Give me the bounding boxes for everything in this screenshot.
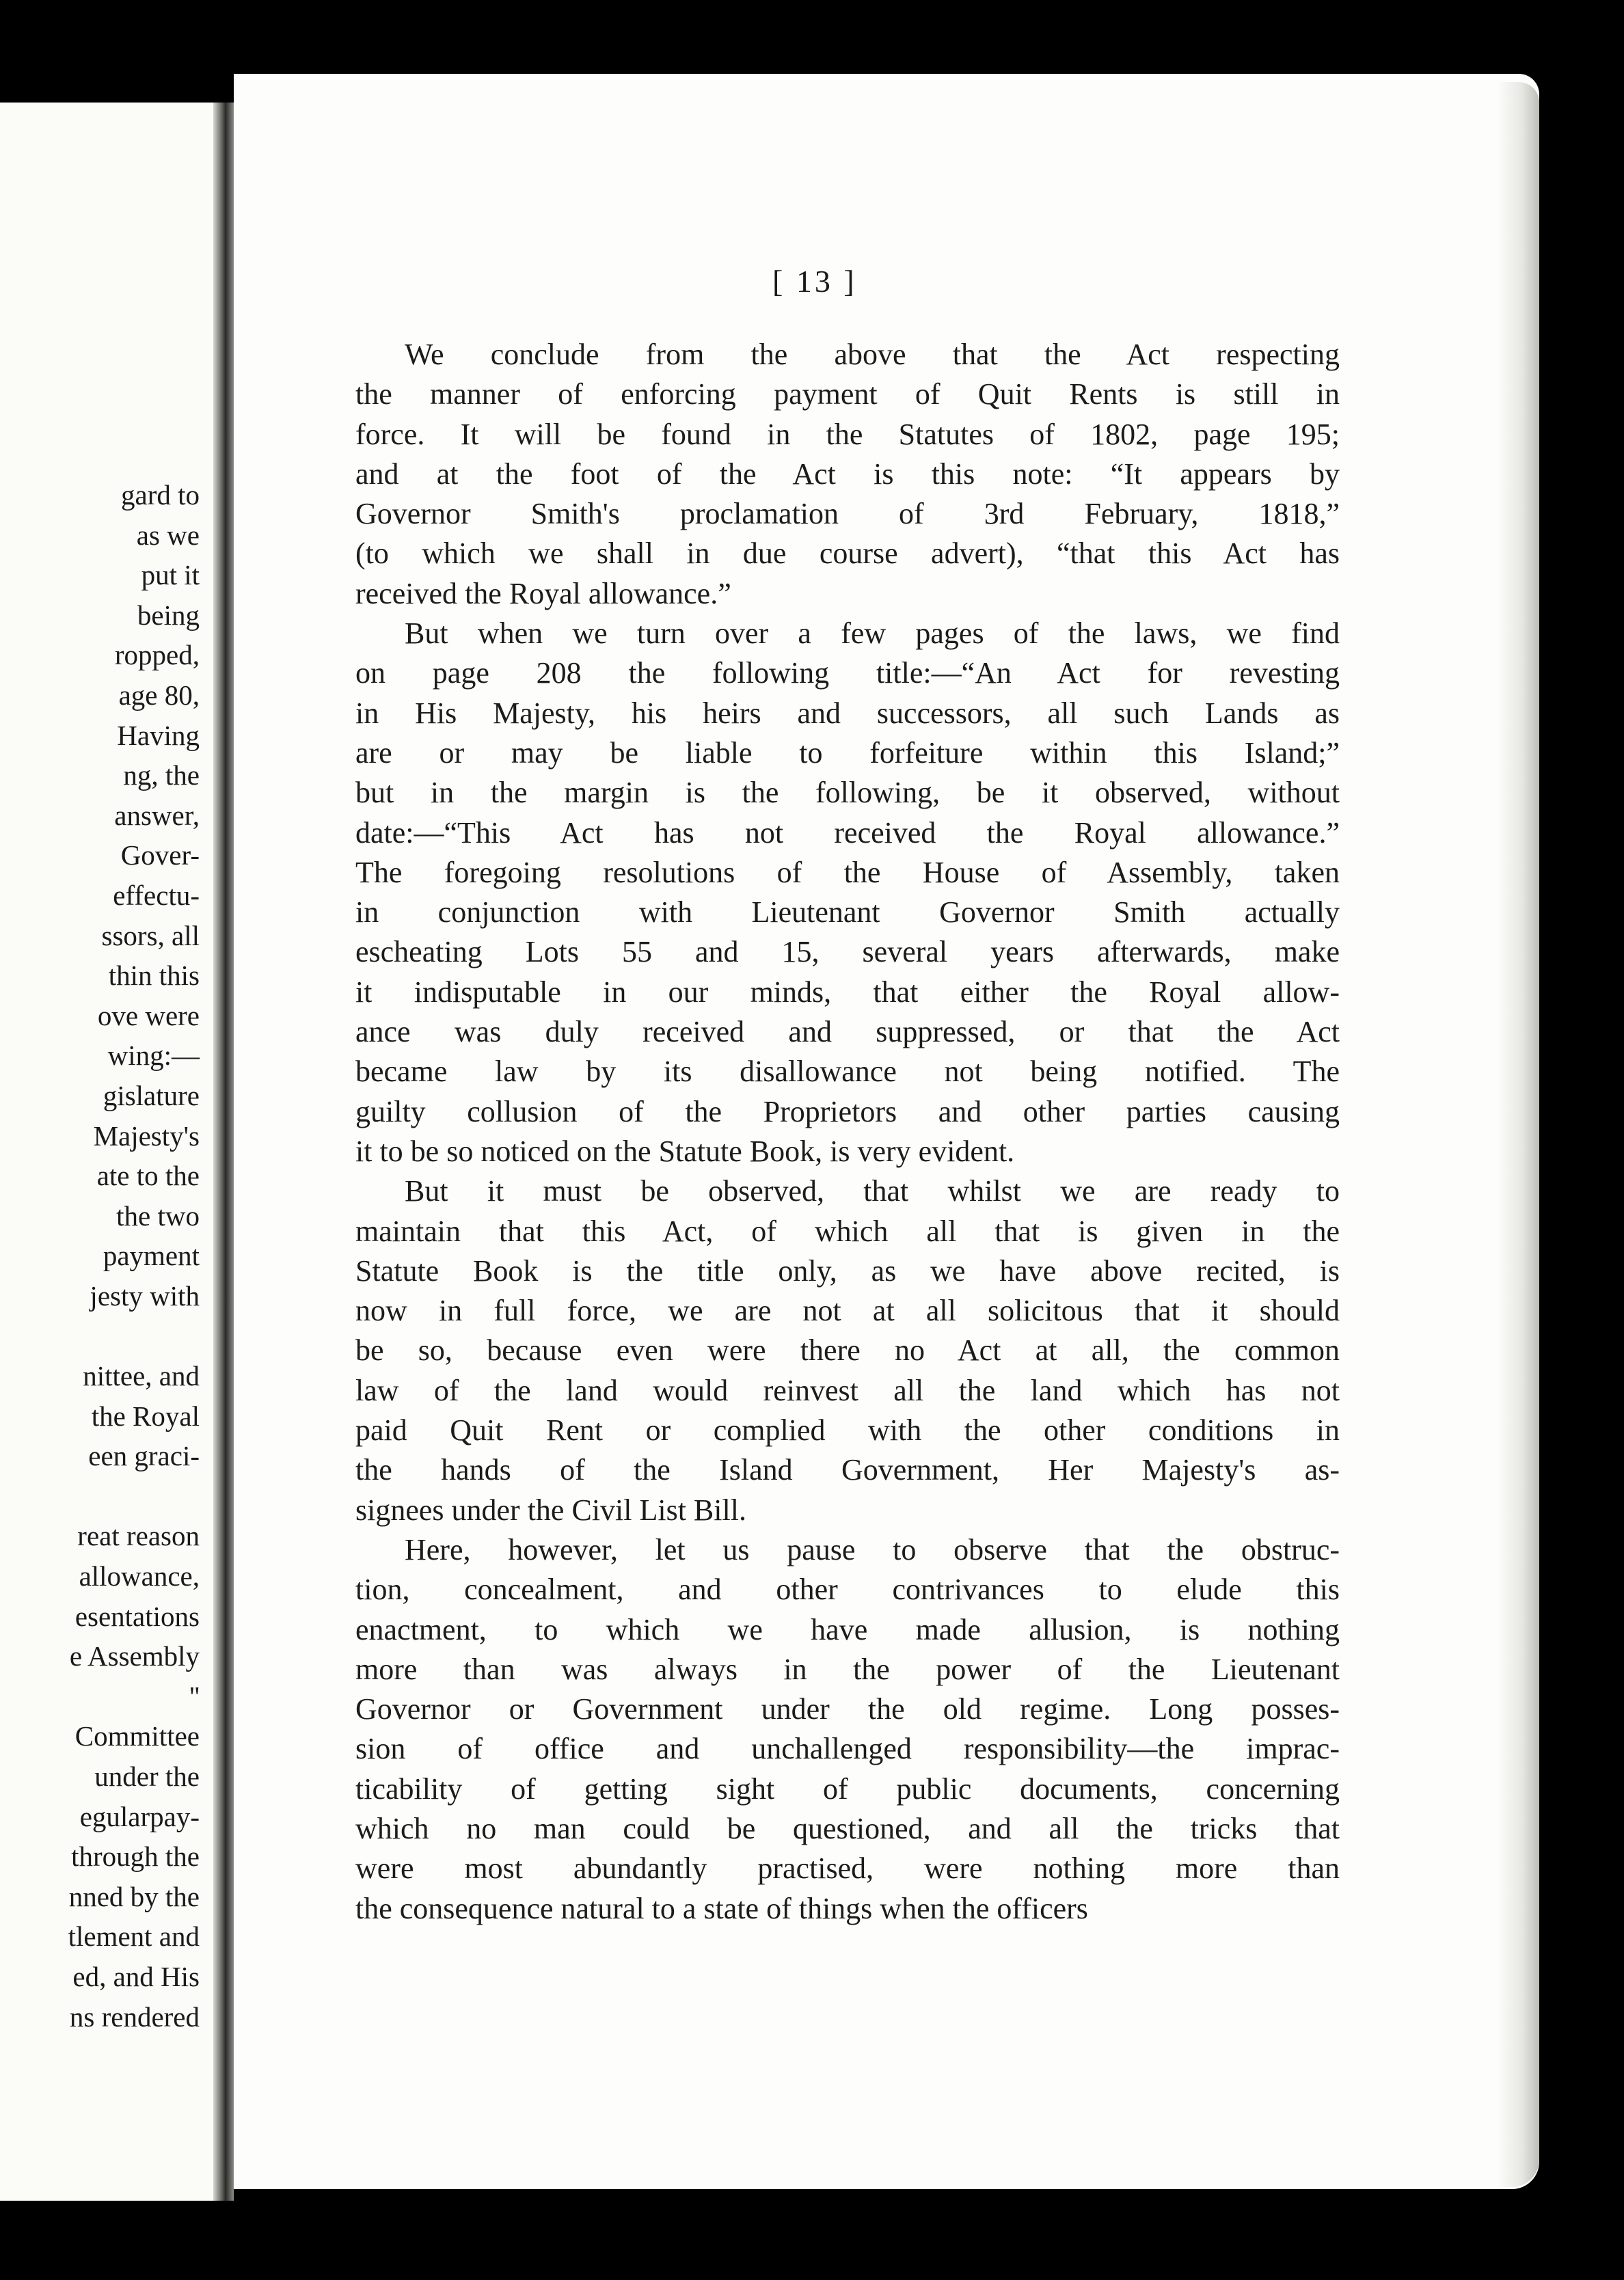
text-line: force. It will be found in the Statutes of 1802, page 195; <box>355 417 1340 451</box>
previous-page-line: jesty with <box>90 1279 200 1312</box>
paragraph <box>355 335 1340 614</box>
text-line: the manner of enforcing payment of Quit Rents is still in <box>355 377 1340 411</box>
previous-page-line: under the <box>94 1761 200 1792</box>
previous-page-line: een graci- <box>88 1440 200 1472</box>
previous-page-line: reat reason <box>77 1520 200 1552</box>
previous-page-line: ns rendered <box>69 2000 200 2033</box>
text-line: maintain that this Act, of which all that is given in the <box>355 1214 1340 1248</box>
paragraph <box>355 1530 1340 1929</box>
text-line: became law by its disallowance not being notified. The <box>355 1055 1340 1089</box>
previous-page-line: esentations <box>75 1600 200 1632</box>
text-line: The foregoing resolutions of the House of Assembly, taken <box>355 855 1340 889</box>
previous-page-line: wing:— <box>107 1040 200 1072</box>
text-line: now in full force, we are not at all solicitous that it should <box>355 1294 1340 1328</box>
previous-page-line: tlement and <box>68 1921 200 1953</box>
previous-page-line: as we <box>136 519 200 551</box>
text-line: law of the land would reinvest all the land which has not <box>355 1373 1340 1407</box>
text-line: date:—“This Act has not received the Royal allowance.” <box>355 815 1340 850</box>
previous-page-line: gard to <box>121 479 200 511</box>
previous-page-line: being <box>137 599 200 631</box>
text-line: the hands of the Island Government, Her Majesty's as- <box>355 1453 1340 1487</box>
text-line: and at the foot of the Act is this note: “It appears by <box>355 457 1340 491</box>
text-line: it to be so noticed on the Statute Book, is very evident. <box>355 1134 1015 1168</box>
previous-page-line: ng, the <box>123 759 200 791</box>
previous-page-line: '' <box>189 1680 200 1712</box>
previous-page-line <box>0 1476 200 1517</box>
text-line: but in the margin is the following, be it observed, without <box>355 776 1340 810</box>
text-line: paid Quit Rent or complied with the other conditions in <box>355 1413 1340 1448</box>
previous-page-line: Having <box>117 719 200 751</box>
previous-page-line: Majesty's <box>93 1119 200 1152</box>
text-line: it indisputable in our minds, that either the Royal allow- <box>355 975 1340 1009</box>
previous-page-line: ropped, <box>114 639 200 671</box>
previous-page-line: ove were <box>97 999 200 1031</box>
text-line: in conjunction with Lieutenant Governor Smith actually <box>355 895 1340 929</box>
text-line: are or may be liable to forfeiture within this Island;” <box>355 735 1340 770</box>
previous-page-line <box>0 1316 200 1356</box>
previous-page-line: payment <box>103 1240 200 1272</box>
book-gutter <box>213 103 234 2201</box>
previous-page-line: through the <box>71 1841 200 1873</box>
previous-page-line: thin this <box>108 960 200 992</box>
text-line: in His Majesty, his heirs and successors, all such Lands as <box>355 696 1340 730</box>
previous-page-line: put it <box>141 559 200 591</box>
text-line: But when we turn over a few pages of the laws, we find <box>405 616 1340 651</box>
text-line: enactment, to which we have made allusion, is nothing <box>355 1612 1340 1646</box>
page-body-text <box>355 335 1340 1929</box>
text-line: more than was always in the power of the Lieutenant <box>355 1652 1340 1686</box>
previous-page-line: age 80, <box>118 679 200 711</box>
text-line: signees under the Civil List Bill. <box>355 1493 746 1527</box>
text-line: sion of office and unchallenged responsibility—the imprac- <box>355 1732 1340 1766</box>
page-number: [ 13 ] <box>772 264 857 299</box>
previous-page-line: gislature <box>103 1079 200 1111</box>
text-line: Here, however, let us pause to observe that the obstruc- <box>405 1532 1340 1566</box>
text-line: guilty collusion of the Proprietors and other parties causing <box>355 1094 1340 1128</box>
text-line: be so, because even were there no Act at all, the common <box>355 1333 1340 1368</box>
text-line: received the Royal allowance.” <box>355 576 731 610</box>
page-edge-shadow <box>1497 82 1539 2187</box>
previous-page-line: nned by the <box>68 1880 200 1912</box>
previous-page-line: the Royal <box>91 1400 200 1432</box>
text-line: which no man could be questioned, and all the tricks that <box>355 1811 1340 1845</box>
text-line: tion, concealment, and other contrivances to elude this <box>355 1573 1340 1607</box>
text-line: Statute Book is the title only, as we have above recited, is <box>355 1253 1340 1288</box>
previous-page-line: the two <box>116 1199 200 1232</box>
text-line: were most abundantly practised, were nothing more than <box>355 1851 1340 1886</box>
previous-page-line: ssors, all <box>101 919 200 951</box>
paragraph <box>355 614 1340 1171</box>
previous-page-text <box>0 475 200 2037</box>
previous-page-line: e Assembly <box>69 1640 200 1672</box>
text-line: (to which we shall in due course advert), “that this Act has <box>355 537 1340 571</box>
text-line: on page 208 the following title:—“An Act for revesting <box>355 656 1340 690</box>
previous-page-line: Gover- <box>120 839 200 871</box>
previous-page-line: egularpay- <box>79 1800 200 1832</box>
text-line: We conclude from the above that the Act respecting <box>405 338 1340 371</box>
previous-page-line: ed, and His <box>72 1960 200 1992</box>
text-line: Governor or Government under the old regime. Long posses- <box>355 1692 1340 1726</box>
text-line: Governor Smith's proclamation of 3rd February, 1818,” <box>355 497 1340 531</box>
previous-page-line: nittee, and <box>83 1360 200 1392</box>
text-line: ance was duly received and suppressed, or that the Act <box>355 1015 1340 1049</box>
previous-page-line: effectu- <box>113 879 200 911</box>
previous-page-line: Committee <box>75 1720 200 1752</box>
text-line: ticability of getting sight of public documents, concerning <box>355 1772 1340 1806</box>
text-line: escheating Lots 55 and 15, several years afterwards, make <box>355 935 1340 969</box>
previous-page-line: ate to the <box>96 1160 200 1192</box>
previous-page-line: answer, <box>114 799 200 831</box>
paragraph <box>355 1171 1340 1530</box>
previous-page-line: allowance, <box>79 1560 200 1592</box>
text-line: the consequence natural to a state of things when the officers <box>355 1891 1088 1925</box>
previous-page <box>0 103 226 2201</box>
text-line: But it must be observed, that whilst we are ready to <box>405 1174 1340 1208</box>
